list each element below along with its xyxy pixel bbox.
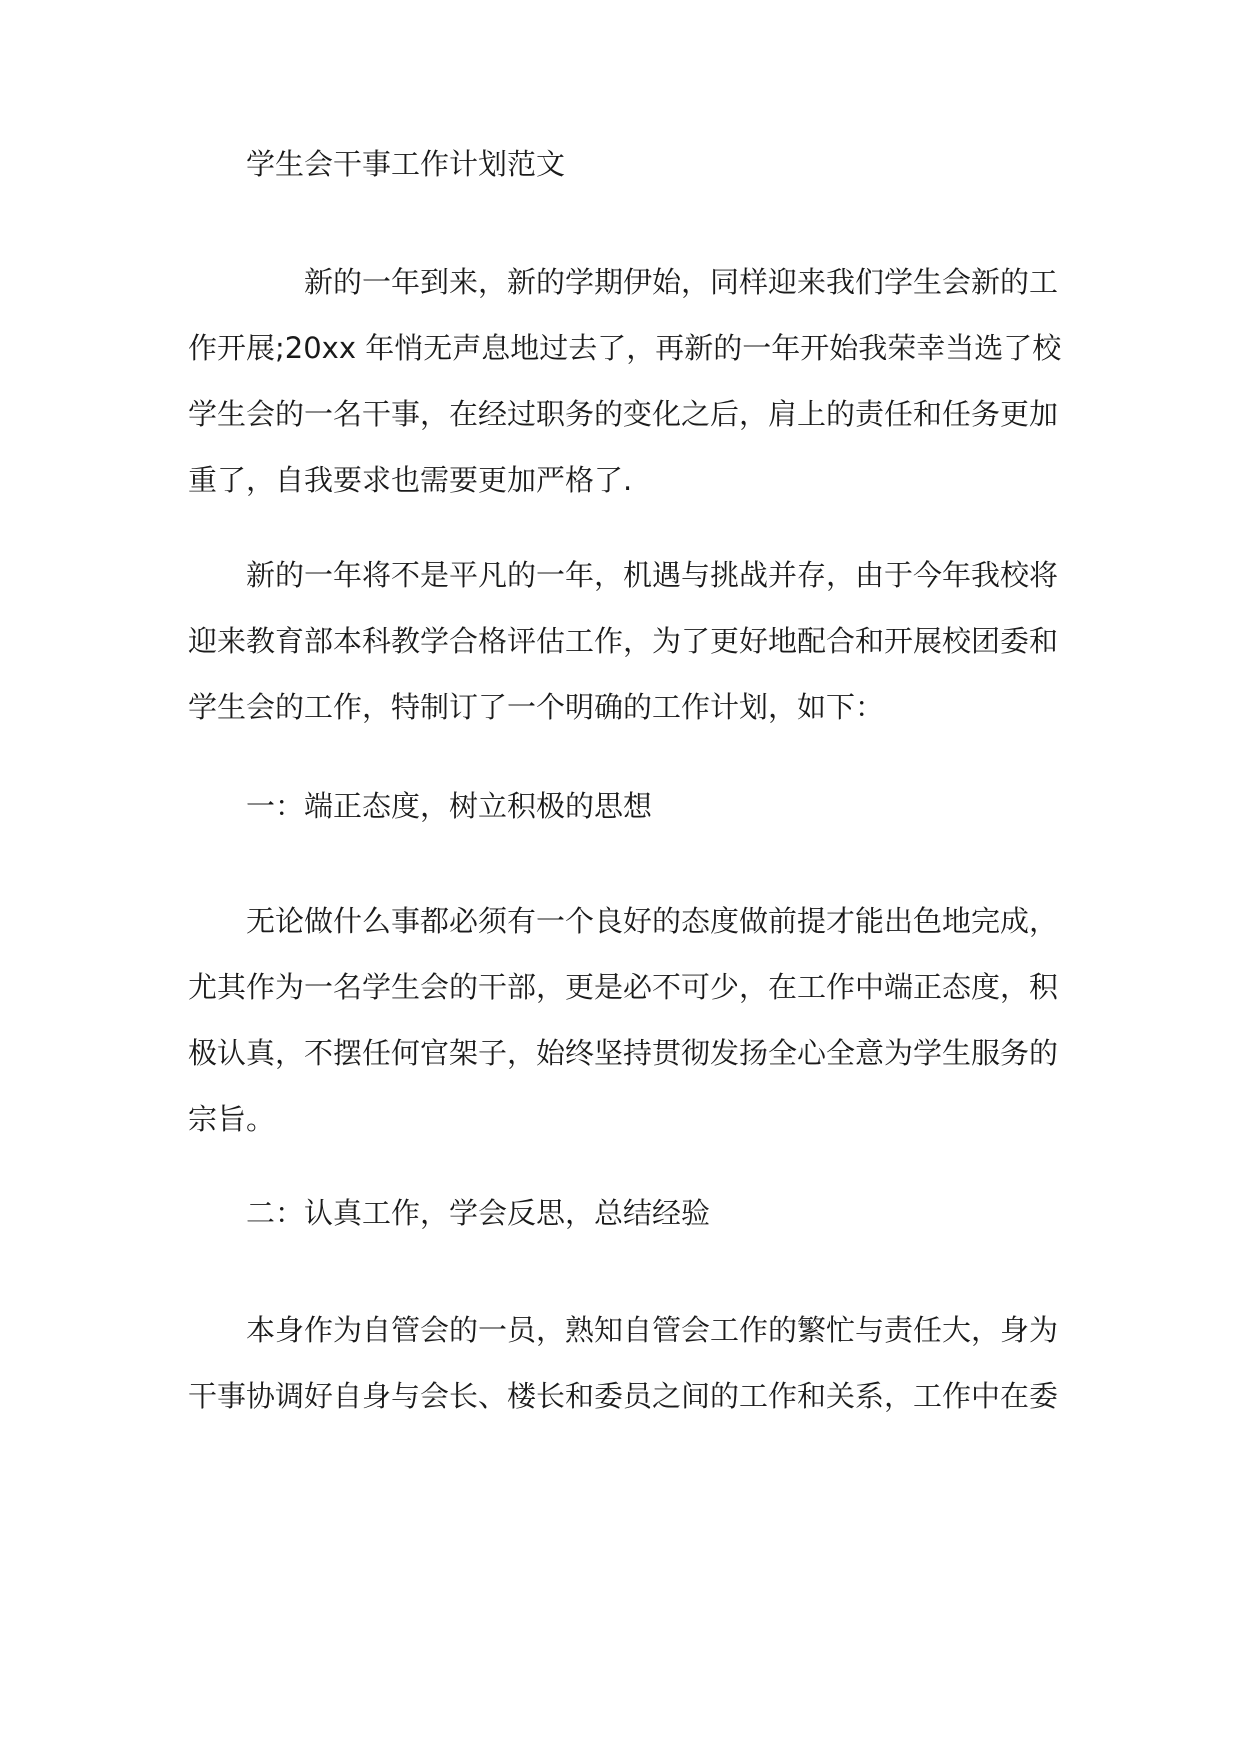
paragraph-line: 新的一年到来，新的学期伊始，同样迎来我们学生会新的工 xyxy=(304,265,1059,299)
heading-text: 二：认真工作，学会反思，总结经验 xyxy=(246,1196,711,1230)
paragraph-line: 作开展;20xx 年悄无声息地过去了，再新的一年开始我荣幸当选了校 xyxy=(188,331,1062,365)
heading-text: 一：端正态度，树立积极的思想 xyxy=(246,789,653,823)
paragraph-line: 新的一年将不是平凡的一年，机遇与挑战并存，由于今年我校将 xyxy=(246,558,1059,592)
paragraph-work xyxy=(188,1297,1068,1429)
paragraph-line: 干事协调好自身与会长、楼长和委员之间的工作和关系，工作中在委 xyxy=(188,1379,1059,1413)
document-title xyxy=(188,131,1068,197)
paragraph-line: 迎来教育部本科教学合格评估工作，为了更好地配合和开展校团委和 xyxy=(188,624,1059,658)
paragraph-line: 本身作为自管会的一员，熟知自管会工作的繁忙与责任大，身为 xyxy=(246,1313,1059,1347)
paragraph-line: 无论做什么事都必须有一个良好的态度做前提才能出色地完成， xyxy=(246,904,1059,938)
paragraph-line: 学生会的工作，特制订了一个明确的工作计划，如下： xyxy=(188,690,885,724)
paragraph-line: 极认真，不摆任何官架子，始终坚持贯彻发扬全心全意为学生服务的 xyxy=(188,1036,1059,1070)
paragraph-line: 重了，自我要求也需要更加严格了. xyxy=(188,463,633,497)
paragraph-intro xyxy=(188,249,1068,513)
paragraph-line: 宗旨。 xyxy=(188,1102,276,1136)
paragraph-line: 学生会的一名干事，在经过职务的变化之后，肩上的责任和任务更加 xyxy=(188,397,1059,431)
section-heading-2 xyxy=(188,1180,1068,1246)
title-text: 学生会干事工作计划范文 xyxy=(246,147,566,181)
paragraph-attitude xyxy=(188,888,1068,1152)
section-heading-1 xyxy=(188,773,1068,839)
paragraph-line: 尤其作为一名学生会的干部，更是必不可少，在工作中端正态度，积 xyxy=(188,970,1059,1004)
paragraph-challenges xyxy=(188,542,1068,740)
